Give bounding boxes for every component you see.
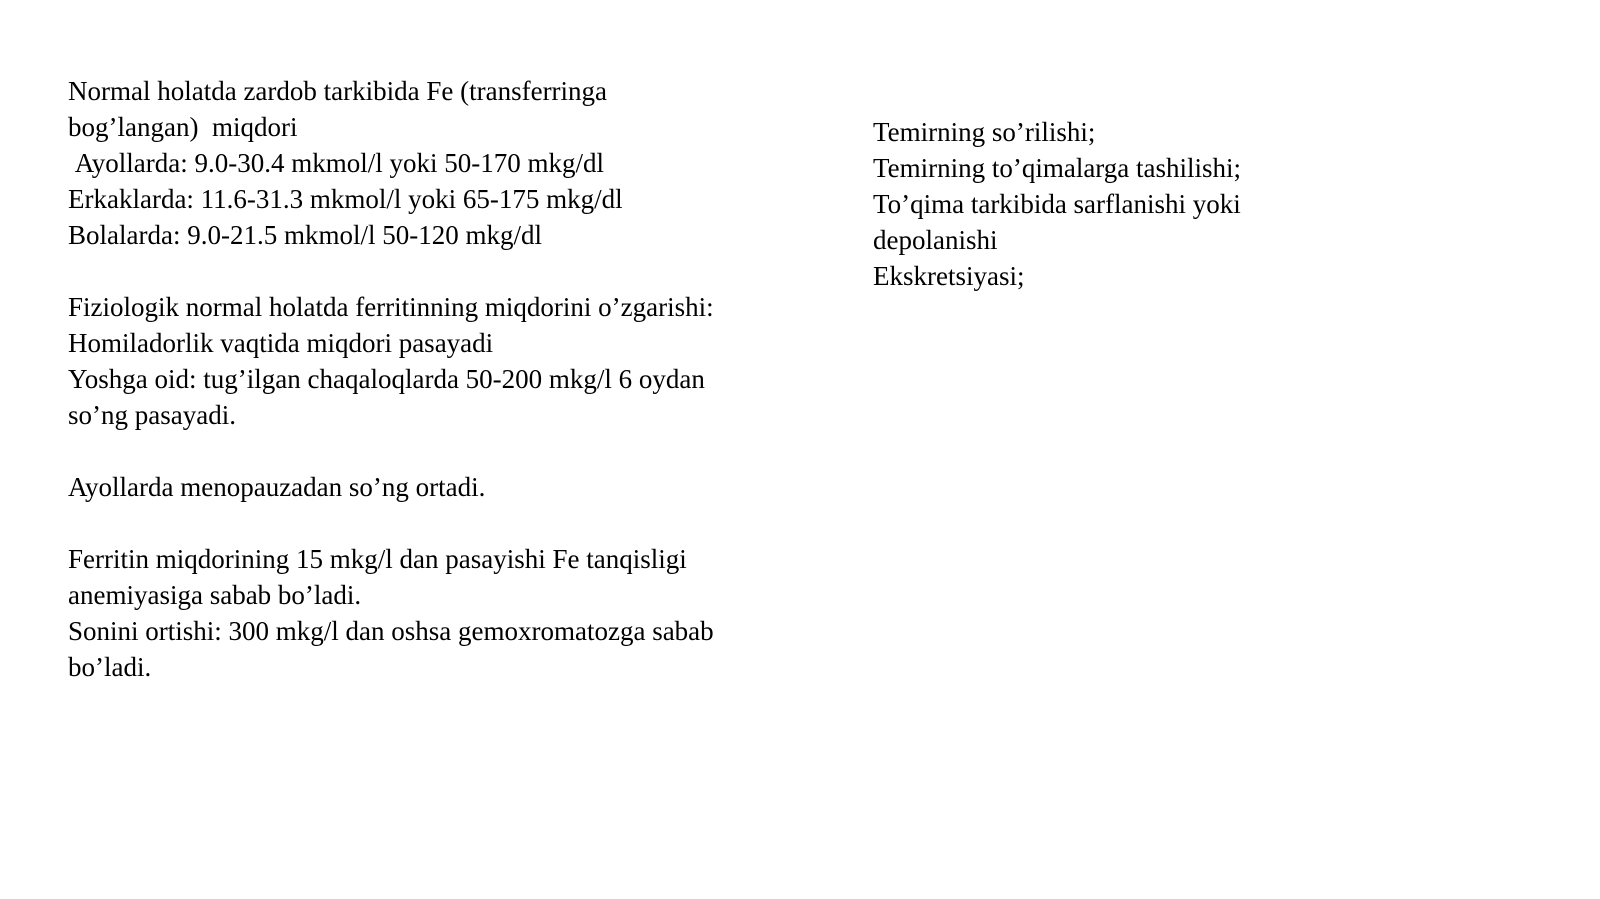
women-reference-range: Ayollarda: 9.0-30.4 mkmol/l yoki 50-170 mkg/dl <box>68 148 604 178</box>
deficiency-line-1: Ferritin miqdorining 15 mkg/l dan pasayishi Fe tanqisligi <box>68 544 687 574</box>
increase-line-2: bo’ladi. <box>68 652 152 682</box>
paragraph-gap <box>68 253 798 289</box>
age-line-2: so’ng pasayadi. <box>68 400 236 430</box>
normal-serum-line-1: Normal holatda zardob tarkibida Fe (transferringa <box>68 76 608 106</box>
menopause-line: Ayollarda menopauzadan so’ng ortadi. <box>68 472 486 502</box>
excretion-line: Ekskretsiyasi; <box>873 261 1025 291</box>
right-text-column <box>873 114 1333 294</box>
men-reference-range: Erkaklarda: 11.6-31.3 mkmol/l yoki 65-175 mkg/dl <box>68 184 623 214</box>
age-line-1: Yoshga oid: tug’ilgan chaqaloqlarda 50-200 mkg/l 6 oydan <box>68 364 705 394</box>
left-text-column <box>68 73 798 685</box>
storage-line-1: To’qima tarkibida sarflanishi yoki <box>873 189 1241 219</box>
increase-line-1: Sonini ortishi: 300 mkg/l dan oshsa gemoxromatozga sabab <box>68 616 714 646</box>
normal-serum-line-2: bog’langan) miqdori <box>68 112 298 142</box>
deficiency-line-2: anemiyasiga sabab bo’ladi. <box>68 580 362 610</box>
transport-line: Temirning to’qimalarga tashilishi; <box>873 153 1242 183</box>
children-reference-range: Bolalarda: 9.0-21.5 mkmol/l 50-120 mkg/dl <box>68 220 542 250</box>
physiological-heading: Fiziologik normal holatda ferritinning miqdorini o’zgarishi: <box>68 292 714 322</box>
pregnancy-line: Homiladorlik vaqtida miqdori pasayadi <box>68 328 494 358</box>
absorption-line: Temirning so’rilishi; <box>873 117 1096 147</box>
storage-line-2: depolanishi <box>873 225 998 255</box>
paragraph-gap <box>68 505 798 541</box>
paragraph-gap <box>68 433 798 469</box>
